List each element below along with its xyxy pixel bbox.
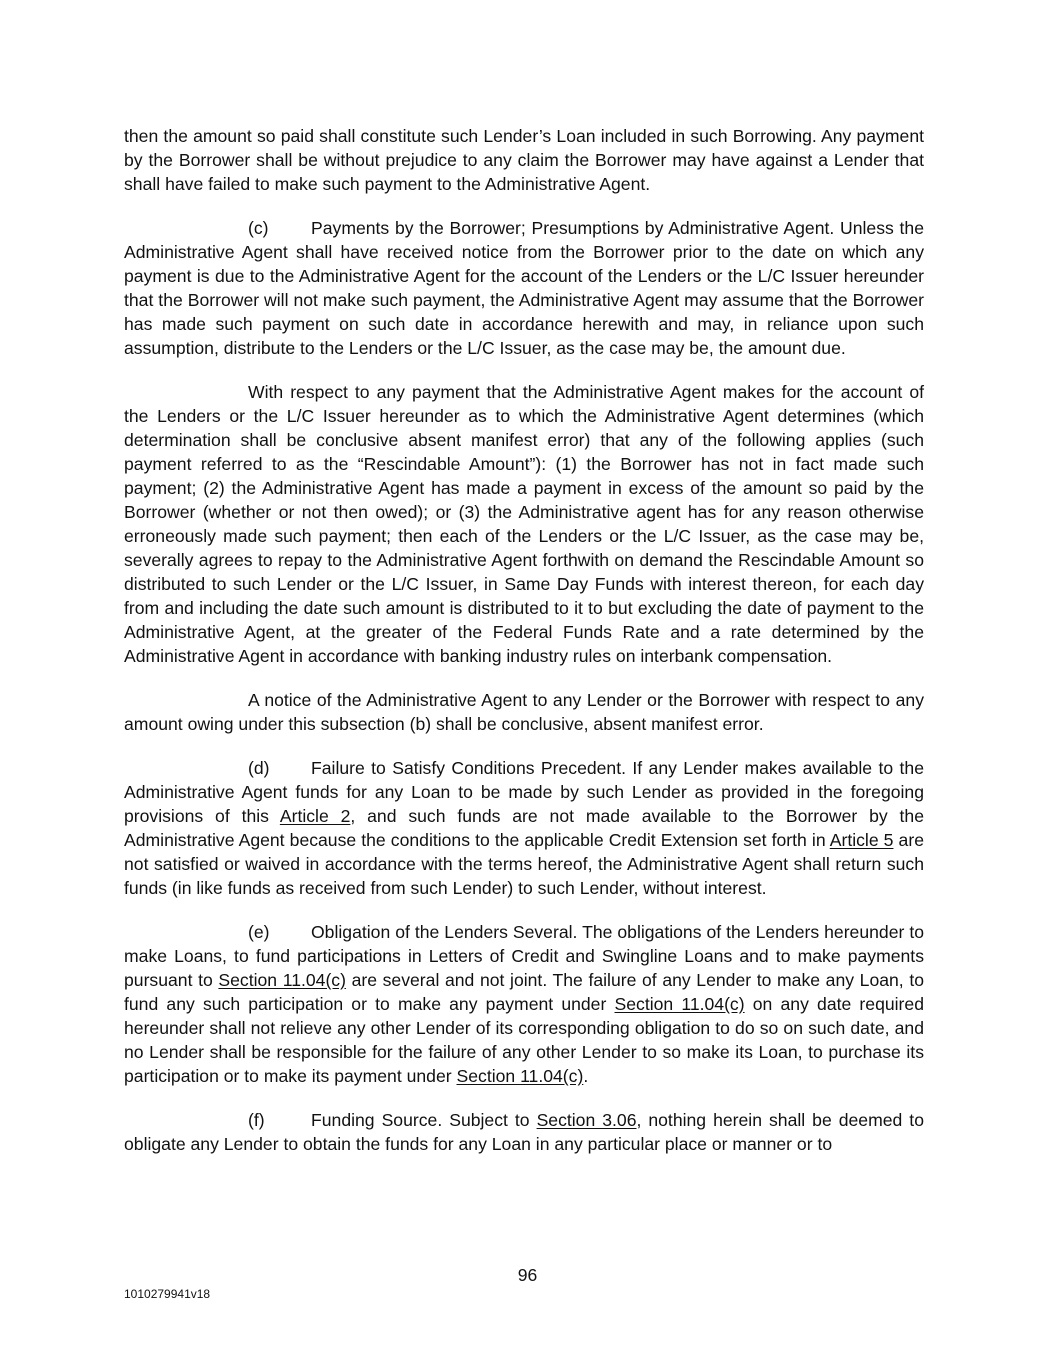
section-f-paragraph xyxy=(124,1108,924,1156)
section-c-paragraph xyxy=(124,216,924,360)
section-e-paragraph xyxy=(124,920,924,1088)
rescindable-amount-paragraph xyxy=(124,380,924,668)
paragraph-text: If any Lender makes available to the Administrative Agent funds for any Loan to be made by such Lender as provided in the foregoing provisions of this xyxy=(124,758,924,826)
section-label: (f) xyxy=(248,1110,265,1130)
paragraph-text: on any date required hereunder shall not relieve any other Lender of its corresponding obligation to do so on such date, and no Lender shall be responsible for the failure of any other Lender to so make its Loan, to purchase its participation or to make its payment under xyxy=(124,994,924,1086)
section-label: (d) xyxy=(248,758,270,778)
cross-reference-link[interactable]: Section 11.04(c) xyxy=(218,970,346,990)
cross-reference-link[interactable]: Section 11.04(c) xyxy=(614,994,745,1014)
paragraph-text: are several and not joint. The failure of any Lender to make any Loan, to fund any such participation or to make any payment under xyxy=(124,970,924,1014)
section-d-paragraph xyxy=(124,756,924,900)
paragraph-text: then the amount so paid shall constitute such Lender’s Loan included in such Borrowing. Any payment by the Borrower shall be without prejudice to any claim the Borrower may have against a Lender that shall have failed to make such payment to the Administrative Agent. xyxy=(124,126,924,194)
paragraph-text: A notice of the Administrative Agent to any Lender or the Borrower with respect to any amount owing under this subsection (b) shall be conclusive, absent manifest error. xyxy=(124,690,924,734)
cross-reference-link[interactable]: Section 11.04(c) xyxy=(456,1066,584,1086)
section-label: (e) xyxy=(248,922,270,942)
paragraph-text: Subject to xyxy=(442,1110,537,1130)
cross-reference-link[interactable]: Article 2 xyxy=(279,806,351,826)
notice-paragraph xyxy=(124,688,924,736)
paragraph-text: . xyxy=(583,1066,589,1086)
section-label: (c) xyxy=(248,218,269,238)
document-id: 1010279941v18 xyxy=(124,1287,211,1301)
section-heading: Failure to Satisfy Conditions Precedent. xyxy=(311,758,626,778)
section-heading: Payments by the Borrower; Presumptions by Administrative Agent. xyxy=(311,218,835,238)
paragraph-text: With respect to any payment that the Administrative Agent makes for the account of the Lenders or the L/C Issuer hereunder as to which the Administrative Agent determines (which determination shall be conclusive absent manifest error) that any of the following applies (such payment referred to as the “Rescindable Amount”): (1) the Borrower has not in fact made such payment; (2) the Administrative Agent has made a payment in excess of the amount so paid by the Borrower (whether or not then owed); or (3) the Administrative agent has for any reason otherwise erroneously made such payment; then each of the Lenders or the L/C Issuer, as the case may be, severally agrees to repay to the Administrative Agent forthwith on demand the Rescindable Amount so distributed to such Lender or the L/C Issuer, in Same Day Funds with interest thereon, for each day from and including the date such amount is distributed to it to but excluding the date of payment to the Administrative Agent, at the greater of the Federal Funds Rate and a rate determined by the Administrative Agent in accordance with banking industry rules on interbank compensation. xyxy=(124,382,924,666)
page-number: 96 xyxy=(517,1265,538,1285)
paragraph-text: , and such funds are not made available to the Borrower by the Administrative Agent because the conditions to the applicable Credit Extension set forth in xyxy=(124,806,924,850)
cross-reference-link[interactable]: Section 3.06 xyxy=(536,1110,637,1130)
section-heading: Obligation of the Lenders Several. xyxy=(311,922,578,942)
cross-reference-link[interactable]: Article 5 xyxy=(829,830,894,850)
section-heading: Funding Source. xyxy=(311,1110,443,1130)
paragraph-text: Unless the Administrative Agent shall have received notice from the Borrower prior to the date on which any payment is due to the Administrative Agent for the account of the Lenders or the L/C Issuer hereunder that the Borrower will not make such payment, the Administrative Agent may assume that the Borrower has made such payment on such date in accordance herewith and may, in reliance upon such assumption, distribute to the Lenders or the L/C Issuer, as the case may be, the amount due. xyxy=(124,218,925,358)
paragraph-text: , nothing herein shall be deemed to obligate any Lender to obtain the funds for any Loan in any particular place or manner or to xyxy=(124,1110,924,1154)
paragraph-continuation xyxy=(124,124,924,196)
document-page xyxy=(124,124,924,1176)
paragraph-text: are not satisfied or waived in accordance with the terms hereof, the Administrative Agent shall return such funds (in like funds as received from such Lender) to such Lender, without interest. xyxy=(124,830,924,898)
paragraph-text: The obligations of the Lenders hereunder to make Loans, to fund participations in Letters of Credit and Swingline Loans and to make payments pursuant to xyxy=(124,922,924,990)
